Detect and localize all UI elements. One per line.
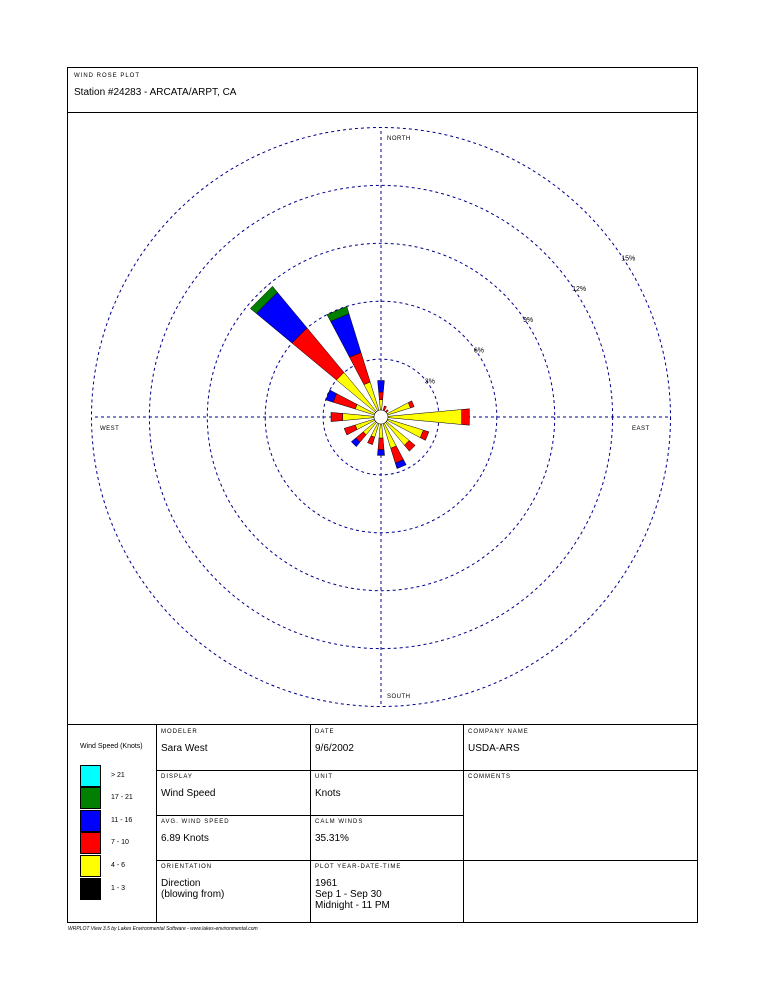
avg-speed-label: AVG. WIND SPEED: [161, 819, 230, 825]
calm-winds-value: 35.31%: [315, 833, 349, 844]
west-label: WEST: [100, 426, 120, 432]
legend-label: 1 - 3: [111, 885, 126, 892]
orientation-cell: [156, 860, 310, 924]
date-cell: [310, 725, 463, 770]
info-panel: [67, 724, 698, 923]
unit-value: Knots: [315, 788, 341, 799]
south-label: SOUTH: [387, 694, 411, 700]
ring-label: 3%: [424, 378, 435, 386]
date-label: DATE: [315, 729, 335, 735]
petal-segment: [378, 381, 385, 393]
calm-winds-cell: [310, 815, 463, 860]
legend-swatch: [80, 765, 101, 787]
orientation-value: Direction (blowing from): [161, 878, 225, 900]
wind-rose-panel: [67, 112, 698, 725]
modeler-value: Sara West: [161, 743, 208, 754]
petal-segment: [379, 392, 384, 400]
legend-swatch: [80, 787, 101, 809]
plot-period-cell: [310, 860, 463, 924]
comments-cell: [463, 770, 698, 860]
display-cell: [156, 770, 310, 815]
petal-segment: [344, 425, 357, 435]
petal-segment: [462, 409, 470, 425]
ring-label: 6%: [473, 347, 485, 355]
legend-title: Wind Speed (Knots): [80, 743, 143, 750]
legend-swatch-fill: [81, 856, 100, 876]
ring-label: 12%: [572, 286, 587, 294]
petal-segment: [377, 450, 384, 456]
east-label: EAST: [632, 426, 650, 432]
plot-header: [67, 67, 698, 113]
unit-label: UNIT: [315, 774, 333, 780]
petal-segment: [331, 314, 361, 357]
legend-swatch: [80, 832, 101, 854]
station-title: Station #24283 - ARCATA/ARPT, CA: [74, 87, 237, 98]
company-cell: [463, 725, 698, 770]
legend-swatch-fill: [81, 766, 100, 786]
legend-label: 11 - 16: [111, 817, 133, 824]
date-value: 9/6/2002: [315, 743, 354, 754]
petal-segment: [368, 436, 375, 445]
ring-label: 15%: [621, 255, 636, 263]
legend-label: > 21: [111, 772, 125, 779]
petal-segment: [331, 412, 343, 421]
ring-label: 9%: [523, 316, 534, 324]
petal-segment: [292, 328, 344, 380]
legend-swatch: [80, 810, 101, 832]
north-label: NORTH: [387, 136, 411, 142]
legend-label: 4 - 6: [111, 862, 126, 869]
wind-rose-chart: [68, 113, 697, 724]
comments-label: COMMENTS: [468, 774, 511, 780]
legend-swatch-fill: [81, 833, 100, 853]
company-label: COMPANY NAME: [468, 729, 529, 735]
display-label: DISPLAY: [161, 774, 193, 780]
petal-segment: [378, 438, 384, 450]
petal-segment: [350, 353, 371, 385]
plot-period-label: PLOT YEAR-DATE-TIME: [315, 864, 402, 870]
legend-label: 7 - 10: [111, 839, 129, 846]
header-label: WIND ROSE PLOT: [74, 73, 141, 79]
petal-nw: [250, 286, 381, 417]
legend-swatch-fill: [81, 811, 100, 831]
legend: [68, 725, 156, 924]
plot-dates: Sep 1 - Sep 30: [315, 889, 382, 900]
display-value: Wind Speed: [161, 788, 216, 799]
petal-segment: [333, 394, 357, 409]
legend-swatch-fill: [81, 788, 100, 808]
company-value: USDA-ARS: [468, 743, 520, 754]
modeler-label: MODELER: [161, 729, 198, 735]
plot-year: 1961: [315, 878, 338, 889]
calm-center-circle: [374, 410, 388, 424]
modeler-cell: [156, 725, 310, 770]
legend-swatch: [80, 878, 101, 900]
software-credit: WRPLOT View 3.5 by Lakes Environmental Software - www.lakes-environmental.com: [68, 926, 258, 932]
avg-speed-cell: [156, 815, 310, 860]
unit-cell: [310, 770, 463, 815]
orientation-label: ORIENTATION: [161, 864, 213, 870]
legend-swatch-fill: [81, 879, 100, 899]
legend-swatch: [80, 855, 101, 877]
plot-time: Midnight - 11 PM: [315, 900, 390, 911]
legend-label: 17 - 21: [111, 794, 133, 801]
avg-speed-value: 6.89 Knots: [161, 833, 209, 844]
calm-winds-label: CALM WINDS: [315, 819, 364, 825]
